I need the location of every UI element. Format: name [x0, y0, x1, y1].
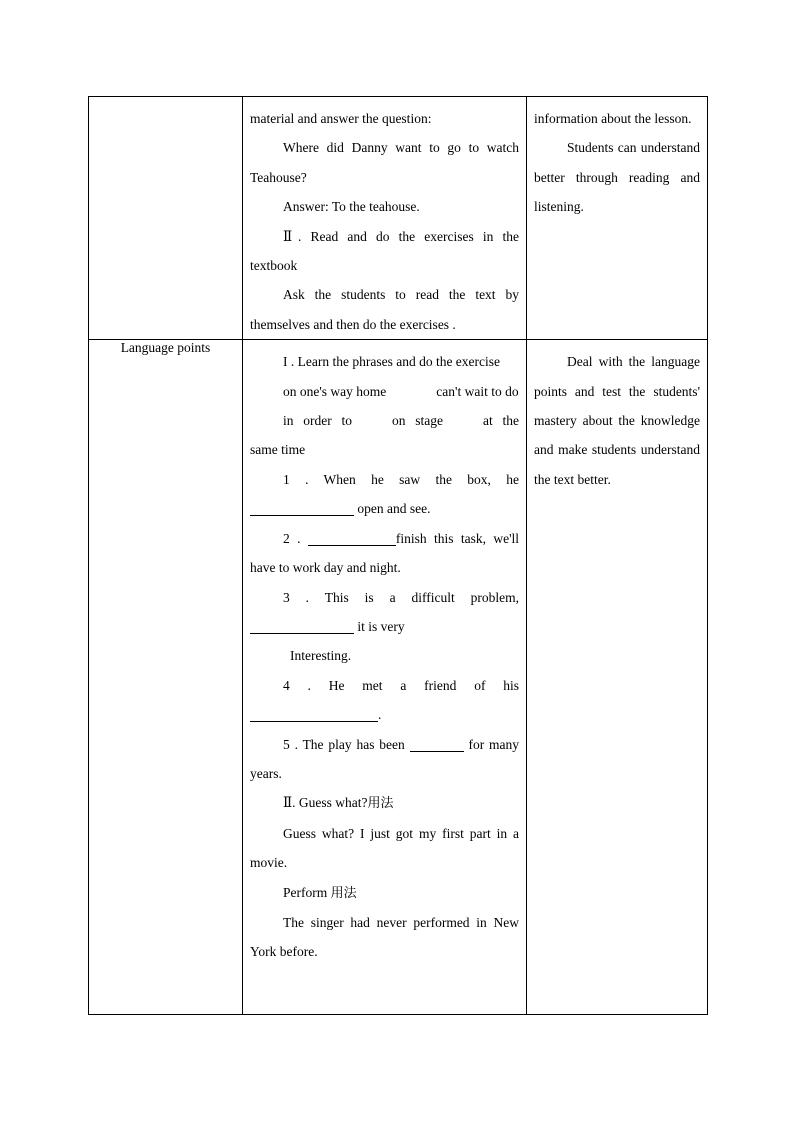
purpose-cell [527, 97, 708, 340]
activity-cell [243, 97, 527, 340]
blank-line [410, 736, 464, 752]
section-heading: Ⅱ. Read and do the exercises in the textbook [250, 228, 519, 274]
blank-line [250, 706, 378, 722]
lesson-plan-table [88, 96, 708, 1015]
exercise-continuation: Interesting. [290, 648, 352, 664]
stage-label-cell [89, 340, 243, 1015]
phrase: on one's way home [283, 383, 387, 399]
phrase: can't wait to do [436, 383, 519, 399]
blank-line [250, 500, 354, 516]
phrase-line [250, 406, 519, 465]
activity-cell [243, 340, 527, 1015]
blank-line [308, 530, 396, 546]
exercise-item: 1 . When he saw the box, he open and see. [250, 465, 519, 524]
question-text: Where did Danny want to go to watch Teahouse? [250, 140, 519, 185]
activity-line: material and answer the question: [250, 111, 432, 126]
activity-line: Ask the students to read the text by themselves and then do the exercises . [250, 287, 519, 332]
purpose-text: Deal with the language points and test the students' mastery about the knowledge and make students understand the text better. [534, 354, 700, 487]
purpose-text: information about the lesson. [534, 111, 692, 126]
phrase: on stage [392, 413, 443, 429]
table-row [89, 340, 708, 1015]
purpose-cell [527, 340, 708, 1015]
stage-label: Language points [120, 340, 211, 356]
purpose-text: Students can understand better through reading and listening. [534, 140, 700, 215]
table-row [89, 97, 708, 340]
example-sentence: The singer had never performed in New York before. [250, 914, 519, 960]
section-heading: Ⅱ. Guess what?用法 [283, 795, 394, 812]
usage-heading: Perform 用法 [283, 884, 357, 901]
exercise-item: 4 . He met a friend of his . [250, 671, 519, 730]
example-sentence: Guess what? I just got my first part in a movie. [250, 825, 519, 871]
exercise-item: 3 . This is a difficult problem, it is very [250, 583, 519, 642]
stage-label-cell-empty [89, 97, 243, 340]
exercise-item: 5 . The play has been for many years. [250, 736, 520, 781]
phrase-line [250, 377, 519, 406]
answer-text: Answer: To the teahouse. [283, 199, 420, 215]
blank-line [250, 618, 354, 634]
phrase: at the same time [250, 413, 519, 458]
exercise-item: 2 . finish this task, we'll have to work day and night. [250, 530, 520, 576]
section-heading: I . Learn the phrases and do the exercise [283, 354, 501, 370]
phrase: in order to [283, 413, 352, 429]
